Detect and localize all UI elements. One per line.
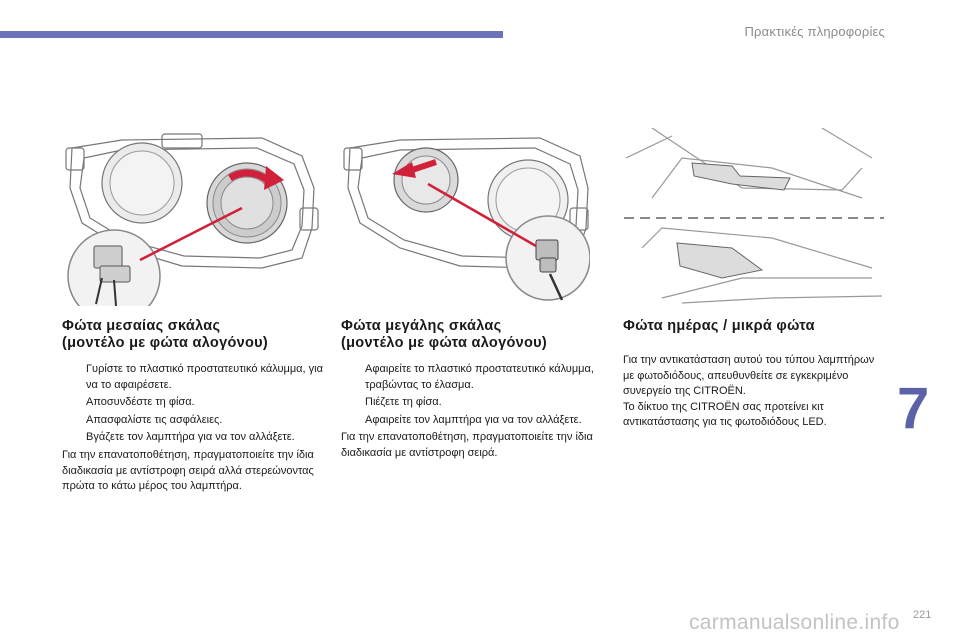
main-beam-illustration bbox=[340, 128, 590, 306]
page-header-title: Πρακτικές πληροφορίες bbox=[744, 24, 885, 39]
daytime-lamps-illustration bbox=[622, 128, 884, 306]
header-accent-bar bbox=[0, 31, 503, 38]
section-dipped-beam bbox=[62, 318, 332, 495]
section-note: Για την επανατοποθέτηση, πραγματοποιείτε την ίδια διαδικασία με αντίστροφη σειρά. bbox=[341, 431, 593, 459]
step-text: Απασφαλίστε τις ασφάλειες. bbox=[86, 413, 223, 426]
chapter-number: 7 bbox=[897, 376, 930, 441]
step-text: Αποσυνδέστε τη φίσα. bbox=[86, 396, 195, 409]
section-title: Φώτα ημέρας / μικρά φώτα bbox=[623, 318, 815, 334]
step-text: Πιέζετε τη φίσα. bbox=[365, 396, 442, 409]
section-title-line1: Φώτα μεγάλης σκάλας bbox=[341, 318, 502, 334]
step-text: Βγάζετε τον λαμπτήρα για να τον αλλάξετε. bbox=[86, 431, 295, 444]
section-title-line2: (μοντέλο με φώτα αλογόνου) bbox=[341, 335, 547, 351]
section-note: Το δίκτυο της CITROËN σας προτείνει κιτ αντικατάστασης για τις φωτοδιόδους LED. bbox=[623, 400, 827, 429]
step-item bbox=[62, 395, 332, 411]
page-number: 221 bbox=[913, 609, 932, 621]
step-text: Γυρίστε το πλαστικό προστατευτικό κάλυμμα, για να το αφαιρέσετε. bbox=[86, 363, 323, 391]
section-note: Για την αντικατάσταση αυτού του τύπου λαμπτήρων με φωτοδιόδους, απευθυνθείτε σε εγκεκριμένο συνεργείο της CITROËN. bbox=[623, 354, 875, 398]
steps-list bbox=[341, 362, 611, 428]
watermark: carmanualsonline.info bbox=[689, 611, 900, 634]
dipped-beam-illustration bbox=[62, 128, 324, 306]
section-note: Για την επανατοποθέτηση, πραγματοποιείτε την ίδια διαδικασία με αντίστροφη σειρά αλλά στερεώνοντας πρώτα το κάτω μέρος του λαμπτήρα. bbox=[62, 448, 314, 493]
step-item bbox=[62, 413, 332, 429]
section-daytime-lamps bbox=[623, 318, 885, 431]
section-title bbox=[62, 318, 332, 352]
step-item bbox=[341, 362, 611, 393]
step-text: Αφαιρείτε τον λαμπτήρα για να τον αλλάξετε. bbox=[365, 413, 582, 426]
section-title-line1: Φώτα μεσαίας σκάλας bbox=[62, 318, 221, 334]
section-title-line2: (μοντέλο με φώτα αλογόνου) bbox=[62, 335, 268, 351]
steps-list bbox=[62, 362, 332, 446]
section-main-beam bbox=[341, 318, 611, 462]
step-item bbox=[62, 362, 332, 393]
step-item bbox=[341, 413, 611, 429]
section-title bbox=[341, 318, 611, 352]
step-text: Αφαιρείτε το πλαστικό προστατευτικό κάλυμμα, τραβώντας το έλασμα. bbox=[365, 363, 594, 391]
step-item bbox=[341, 395, 611, 411]
step-item bbox=[62, 430, 332, 446]
